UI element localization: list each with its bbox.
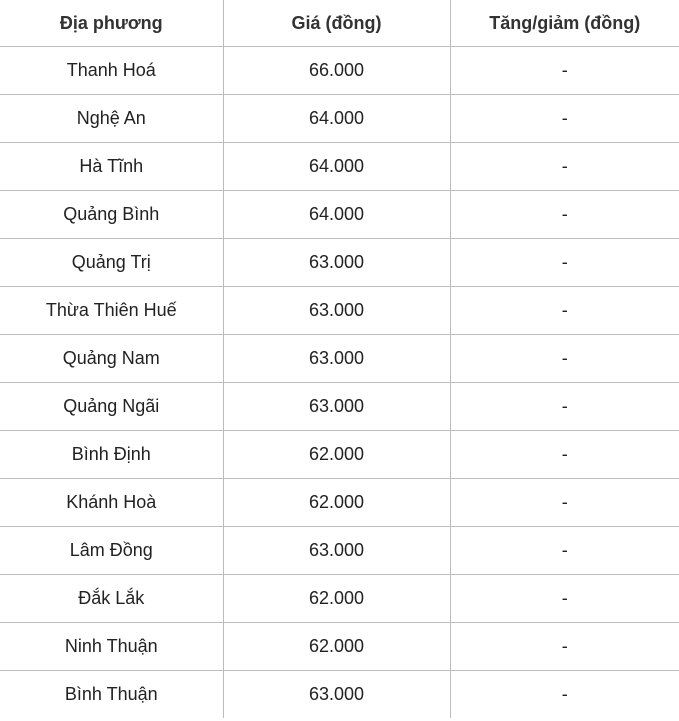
location-cell: Quảng Trị	[71, 252, 151, 272]
location-cell: Bình Thuận	[64, 684, 158, 704]
change-cell: -	[450, 479, 679, 527]
change-cell: -	[450, 527, 679, 575]
change-cell: -	[450, 47, 679, 95]
table-row	[0, 191, 679, 239]
price-cell: 63.000	[223, 671, 450, 719]
price-cell: 64.000	[223, 191, 450, 239]
price-cell: 62.000	[223, 623, 450, 671]
change-cell: -	[450, 671, 679, 719]
table-header-row	[0, 0, 679, 47]
location-cell: Khánh Hoà	[66, 492, 157, 512]
location-cell: Ninh Thuận	[64, 636, 158, 656]
table-row	[0, 671, 679, 719]
table-row	[0, 239, 679, 287]
price-cell: 62.000	[223, 431, 450, 479]
change-cell: -	[450, 575, 679, 623]
change-cell: -	[450, 191, 679, 239]
location-cell: Lâm Đồng	[69, 540, 153, 560]
price-cell: 64.000	[223, 95, 450, 143]
table-row	[0, 143, 679, 191]
table-row	[0, 431, 679, 479]
table-row	[0, 479, 679, 527]
price-cell: 66.000	[223, 47, 450, 95]
column-header-location: Địa phương	[59, 12, 163, 33]
column-header-change: Tăng/giảm (đồng)	[450, 0, 679, 47]
table-row	[0, 95, 679, 143]
location-cell: Thừa Thiên Huế	[45, 300, 177, 320]
change-cell: -	[450, 143, 679, 191]
table-row	[0, 287, 679, 335]
location-cell: Quảng Nam	[62, 348, 160, 368]
table-row	[0, 383, 679, 431]
price-cell: 63.000	[223, 239, 450, 287]
price-cell: 63.000	[223, 287, 450, 335]
price-cell: 62.000	[223, 479, 450, 527]
location-cell: Hà Tĩnh	[79, 156, 144, 176]
location-cell: Bình Định	[71, 444, 151, 464]
location-cell: Quảng Bình	[63, 204, 160, 224]
change-cell: -	[450, 239, 679, 287]
table-row	[0, 47, 679, 95]
table-row	[0, 623, 679, 671]
table-row	[0, 335, 679, 383]
price-cell: 62.000	[223, 575, 450, 623]
change-cell: -	[450, 431, 679, 479]
table-body	[0, 47, 679, 719]
change-cell: -	[450, 623, 679, 671]
table-row	[0, 575, 679, 623]
price-cell: 64.000	[223, 143, 450, 191]
location-cell: Đắk Lắk	[78, 588, 145, 608]
location-cell: Thanh Hoá	[66, 60, 156, 80]
change-cell: -	[450, 383, 679, 431]
change-cell: -	[450, 287, 679, 335]
location-cell: Nghệ An	[76, 108, 146, 128]
change-cell: -	[450, 335, 679, 383]
change-cell: -	[450, 95, 679, 143]
column-header-price: Giá (đồng)	[223, 0, 450, 47]
table-row	[0, 527, 679, 575]
price-cell: 63.000	[223, 527, 450, 575]
price-cell: 63.000	[223, 335, 450, 383]
price-cell: 63.000	[223, 383, 450, 431]
location-cell: Quảng Ngãi	[63, 396, 160, 416]
